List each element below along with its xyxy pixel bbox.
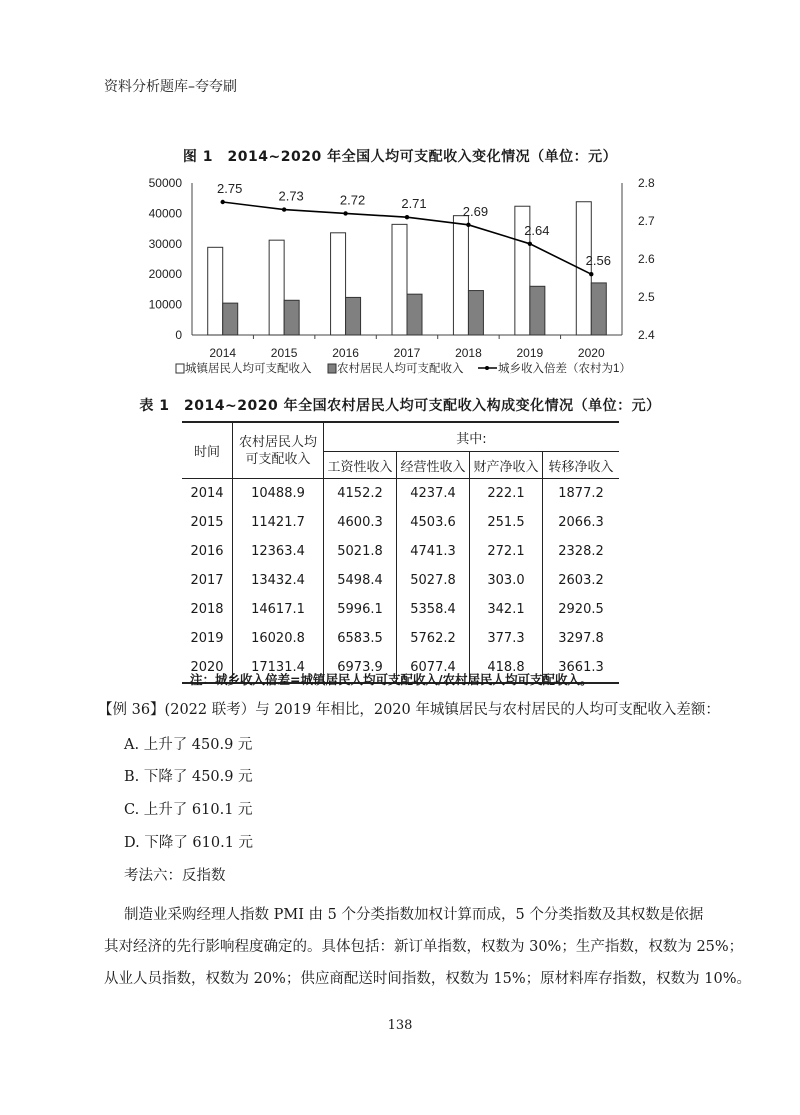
y-left-tick-label: 0 <box>175 328 182 342</box>
paragraph-line: 从业人员指数，权数为 20%；供应商配送时间指数，权数为 15%；原材料库存指数，权数为 10%。 <box>104 971 752 987</box>
value-cell: 17131.4 <box>233 653 324 683</box>
x-tick-label: 2016 <box>332 346 359 360</box>
rural-income-bar <box>223 303 238 335</box>
income-composition-table <box>182 421 619 684</box>
value-cell: 13432.4 <box>233 566 324 595</box>
rural-income-bar <box>468 291 483 335</box>
value-cell: 5996.1 <box>324 595 397 624</box>
value-cell: 342.1 <box>470 595 543 624</box>
value-cell: 222.1 <box>470 479 543 509</box>
legend-marker-ratio <box>485 366 489 370</box>
running-header: 资料分析题库–夸夸刷 <box>104 79 237 95</box>
ratio-data-label: 2.69 <box>462 203 489 219</box>
year-cell: 2020 <box>182 653 233 683</box>
value-cell: 5498.4 <box>324 566 397 595</box>
value-cell: 4600.3 <box>324 508 397 537</box>
value-cell: 14617.1 <box>233 595 324 624</box>
value-cell: 2066.3 <box>543 508 620 537</box>
option-d: D. 下降了 610.1 元 <box>124 835 254 851</box>
rural-income-bar <box>591 283 606 335</box>
header-group: 其中: <box>324 422 620 452</box>
legend-label-ratio: 城乡收入倍差（农村为1） <box>498 363 631 375</box>
urban-income-bar <box>269 240 284 335</box>
rural-income-bar <box>346 297 361 335</box>
year-cell: 2018 <box>190 602 224 617</box>
option-c: C. 上升了 610.1 元 <box>124 802 253 818</box>
option-b: B. 下降了 450.9 元 <box>124 769 253 785</box>
value-cell: 6973.9 <box>324 653 397 683</box>
y-left-tick-label: 50000 <box>148 176 182 190</box>
y-right-tick-label: 2.6 <box>638 252 655 266</box>
value-cell: 418.8 <box>470 653 543 683</box>
section-title: 考法六：反指数 <box>124 868 226 884</box>
y-right-tick-label: 2.5 <box>638 290 655 304</box>
value-cell: 1877.2 <box>543 479 620 509</box>
value-cell: 10488.9 <box>233 479 324 509</box>
question-stem: 【例 36】(2022 联考）与 2019 年相比，2020 年城镇居民与农村居民的人均可支配收入差额： <box>98 702 720 718</box>
value-cell: 251.5 <box>470 508 543 537</box>
value-cell: 4503.6 <box>397 508 470 537</box>
value-cell: 3661.3 <box>543 653 620 683</box>
ratio-point <box>466 223 470 227</box>
y-right-tick-label: 2.7 <box>638 214 655 228</box>
ratio-point <box>405 215 409 219</box>
ratio-point <box>589 272 593 276</box>
value-cell: 4152.2 <box>324 479 397 509</box>
ratio-data-label: 2.75 <box>217 181 243 196</box>
urban-income-bar <box>453 216 468 335</box>
urban-income-bar <box>331 233 346 335</box>
value-cell: 3297.8 <box>543 624 620 653</box>
value-cell: 2328.2 <box>543 537 620 566</box>
x-tick-label: 2018 <box>455 346 482 360</box>
ratio-point <box>221 200 225 204</box>
table-row <box>182 624 619 653</box>
urban-income-bar <box>208 247 223 335</box>
y-left-tick-label: 40000 <box>148 206 182 221</box>
table-row <box>182 508 619 537</box>
rural-income-bar <box>284 300 299 335</box>
value-cell: 6077.4 <box>397 653 470 683</box>
income-chart <box>0 0 800 400</box>
page-number: 138 <box>387 1018 413 1033</box>
header-col: 经营性收入 <box>397 452 470 479</box>
ratio-point <box>528 242 532 246</box>
table-title: 表 1 2014~2020 年全国农村居民人均可支配收入构成变化情况（单位：元） <box>139 398 661 414</box>
ratio-data-label: 2.64 <box>524 222 550 238</box>
value-cell: 6583.5 <box>324 624 397 653</box>
year-cell: 2015 <box>190 515 224 530</box>
header-col: 转移净收入 <box>543 452 620 479</box>
ratio-data-label: 2.56 <box>585 253 611 269</box>
year-cell: 2016 <box>190 544 224 559</box>
table-row <box>182 595 619 624</box>
header-col: 工资性收入 <box>324 452 397 479</box>
ratio-data-label: 2.73 <box>278 188 304 204</box>
value-cell: 2603.2 <box>543 566 620 595</box>
value-cell: 272.1 <box>470 537 543 566</box>
value-cell: 2920.5 <box>543 595 620 624</box>
y-left-tick-label: 30000 <box>148 236 182 251</box>
legend-swatch-urban <box>176 364 184 373</box>
rural-income-bar <box>407 294 422 335</box>
header-total-text: 农村居民人均可支配收入 <box>239 434 318 467</box>
legend-swatch-rural <box>328 364 336 373</box>
value-cell: 5358.4 <box>397 595 470 624</box>
table-row <box>182 537 619 566</box>
x-tick-label: 2015 <box>270 346 298 360</box>
header-time: 时间 <box>182 422 233 479</box>
x-tick-label: 2020 <box>577 346 605 360</box>
year-cell: 2014 <box>190 486 224 501</box>
urban-income-bar <box>392 224 407 335</box>
paragraph-line: 制造业采购经理人指数 PMI 由 5 个分类指数加权计算而成，5 个分类指数及其权数是依据 <box>124 907 704 923</box>
value-cell: 303.0 <box>470 566 543 595</box>
header-col: 财产净收入 <box>470 452 543 479</box>
x-tick-label: 2019 <box>516 346 544 360</box>
value-cell: 5762.2 <box>397 624 470 653</box>
year-cell: 2017 <box>190 573 224 588</box>
option-a: A. 上升了 450.9 元 <box>124 737 253 753</box>
legend-label-urban: 城镇居民人均可支配收入 <box>185 363 312 375</box>
figure-title: 图 1 2014~2020 年全国人均可支配收入变化情况（单位：元） <box>182 149 618 165</box>
table-row <box>182 566 619 595</box>
table-note: 注：城乡收入倍差=城镇居民人均可支配收入/农村居民人均可支配收入。 <box>190 672 593 687</box>
value-cell: 11421.7 <box>233 508 324 537</box>
y-left-tick-label: 20000 <box>148 267 182 282</box>
table-row <box>182 479 619 509</box>
ratio-point <box>343 211 347 215</box>
value-cell: 4237.4 <box>397 479 470 509</box>
value-cell: 16020.8 <box>233 624 324 653</box>
ratio-data-label: 2.72 <box>339 192 366 208</box>
value-cell: 12363.4 <box>233 537 324 566</box>
x-tick-label: 2014 <box>209 346 237 360</box>
value-cell: 377.3 <box>470 624 543 653</box>
legend-label-rural: 农村居民人均可支配收入 <box>337 363 464 375</box>
ratio-data-label: 2.71 <box>401 196 427 212</box>
header-total <box>233 422 324 479</box>
x-tick-label: 2017 <box>393 346 421 360</box>
ratio-point <box>282 207 286 211</box>
value-cell: 5027.8 <box>397 566 470 595</box>
value-cell: 4741.3 <box>397 537 470 566</box>
year-cell: 2019 <box>190 631 224 646</box>
paragraph-line: 其对经济的先行影响程度确定的。具体包括：新订单指数，权数为 30%；生产指数，权数为 25%； <box>104 939 744 955</box>
value-cell: 5021.8 <box>324 537 397 566</box>
rural-income-bar <box>530 286 545 335</box>
y-left-tick-label: 10000 <box>148 297 182 312</box>
y-right-tick-label: 2.8 <box>638 176 655 190</box>
y-right-tick-label: 2.4 <box>638 328 655 342</box>
